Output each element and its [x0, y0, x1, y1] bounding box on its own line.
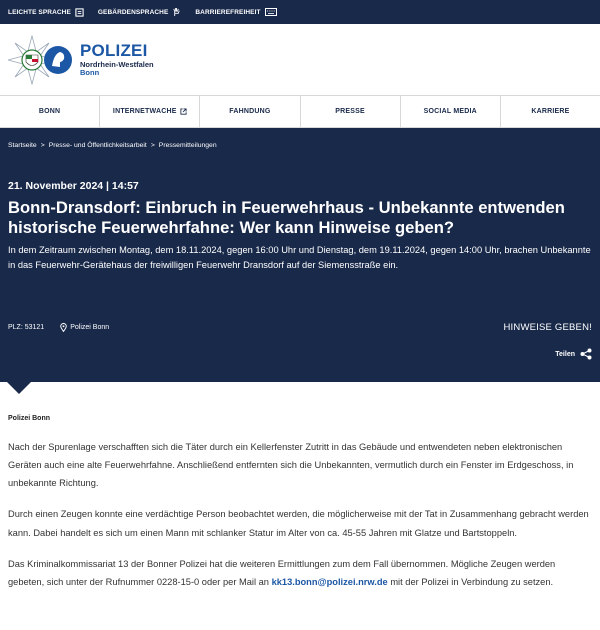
breadcrumb-home[interactable]: Startseite — [8, 142, 37, 149]
main-navigation — [0, 95, 600, 128]
nav-label: PRESSE — [335, 108, 365, 115]
nav-item-internetwache[interactable] — [100, 96, 200, 127]
keyboard-icon — [265, 8, 277, 16]
article-date: 21. November 2024 | 14:57 — [8, 180, 139, 192]
nav-item-presse[interactable] — [301, 96, 401, 127]
nav-label: KARRIERE — [531, 108, 570, 115]
share-icon — [580, 348, 592, 360]
police-star-emblem-icon — [8, 32, 74, 88]
nav-item-karriere[interactable] — [501, 96, 600, 127]
nav-item-bonn[interactable] — [0, 96, 100, 127]
nav-label: FAHNDUNG — [229, 108, 271, 115]
location[interactable] — [60, 323, 109, 332]
article-author: Polizei Bonn — [8, 415, 50, 422]
site-header — [0, 24, 600, 95]
breadcrumb-press-relations[interactable]: Presse- und Öffentlichkeitsarbeit — [48, 142, 147, 149]
accessibility-bar — [0, 0, 600, 24]
nav-item-social-media[interactable] — [401, 96, 501, 127]
police-logo[interactable] — [8, 32, 154, 88]
paragraph-text: Das Kriminalkommissariat 13 der Bonner Polizei hat die weiteren Ermittlungen zum dem Fall übernommen. Mögliche Zeugen werden gebeten, sich unter der Rufnummer 0228-15-0 oder per Mail an — [8, 558, 556, 587]
logo-subtitle: Nordrhein-Westfalen — [80, 60, 154, 70]
logo-title: POLIZEI — [80, 41, 148, 61]
sign-language-link[interactable] — [98, 7, 181, 17]
article-meta — [8, 322, 592, 333]
article-body — [0, 382, 600, 591]
accessibility-label: BARRIEREFREIHEIT — [195, 8, 261, 16]
hero-notch — [7, 382, 31, 394]
paragraph-text: mit der Polizei in Verbindung zu setzen. — [387, 576, 554, 587]
breadcrumb — [8, 142, 592, 149]
give-tips-link[interactable]: HINWEISE GEBEN! — [503, 322, 592, 333]
accessibility-link[interactable] — [195, 8, 276, 16]
logo-city: Bonn — [80, 67, 100, 77]
location-pin-icon — [60, 323, 67, 332]
contact-email-link[interactable]: kk13.bonn@polizei.nrw.de — [271, 576, 388, 587]
external-link-icon — [180, 108, 187, 115]
article-paragraph: Nach der Spurenlage verschafften sich die Täter durch ein Kellerfenster Zutritt in das Gebäude und entwendeten neben elektronischen Geräten auch eine alte Feuerwehrfahne. Anschließend entfernten sich die Unbekannten, vermutlich durch ein Fenster im Erdgeschoss, in unbekannte Richtung. — [8, 442, 574, 489]
nav-item-fahndung[interactable] — [200, 96, 300, 127]
easy-language-icon — [75, 8, 84, 17]
breadcrumb-separator: > — [40, 142, 45, 149]
article-paragraph: Durch einen Zeugen konnte eine verdächtige Person beobachtet werden, die möglicherweise mit der Tat in Zusammenhang gebracht werden kann. Dabei handelt es sich um einen Mann mit schlanker Statur im Alter von ca. 45-55 Jahren mit Glatze und Bartstoppeln. — [8, 509, 589, 538]
sign-language-icon — [172, 7, 181, 17]
article-paragraph — [8, 555, 592, 591]
location-label: Polizei Bonn — [70, 324, 110, 331]
nav-label: SOCIAL MEDIA — [423, 108, 477, 115]
postal-code: PLZ: 53121 — [8, 324, 45, 331]
breadcrumb-press-releases[interactable]: Pressemitteilungen — [158, 142, 217, 149]
article-headline: Bonn-Dransdorf: Einbruch in Feuerwehrhaus - Unbekannte entwenden historische Feuerwehrfahne: Wer kann Hinweise geben? — [8, 198, 565, 238]
nav-label: INTERNETWACHE — [112, 108, 177, 115]
easy-language-link[interactable] — [8, 8, 84, 17]
share-label: Teilen — [555, 350, 575, 358]
article-teaser: In dem Zeitraum zwischen Montag, dem 18.11.2024, gegen 16:00 Uhr und Dienstag, dem 19.11.2024, gegen 14:00 Uhr, brachen Unbekannte in das Feuerwehr-Gerätehaus der freiwilligen Feuerwehr Dransdorf auf der Siemensstraße ein. — [8, 245, 591, 270]
easy-language-label: LEICHTE SPRACHE — [8, 8, 71, 16]
nav-label: BONN — [38, 108, 61, 115]
breadcrumb-separator: > — [150, 142, 155, 149]
article-hero — [0, 128, 600, 382]
sign-language-label: GEBÄRDENSPRACHE — [97, 8, 169, 16]
share-button[interactable] — [555, 348, 592, 360]
